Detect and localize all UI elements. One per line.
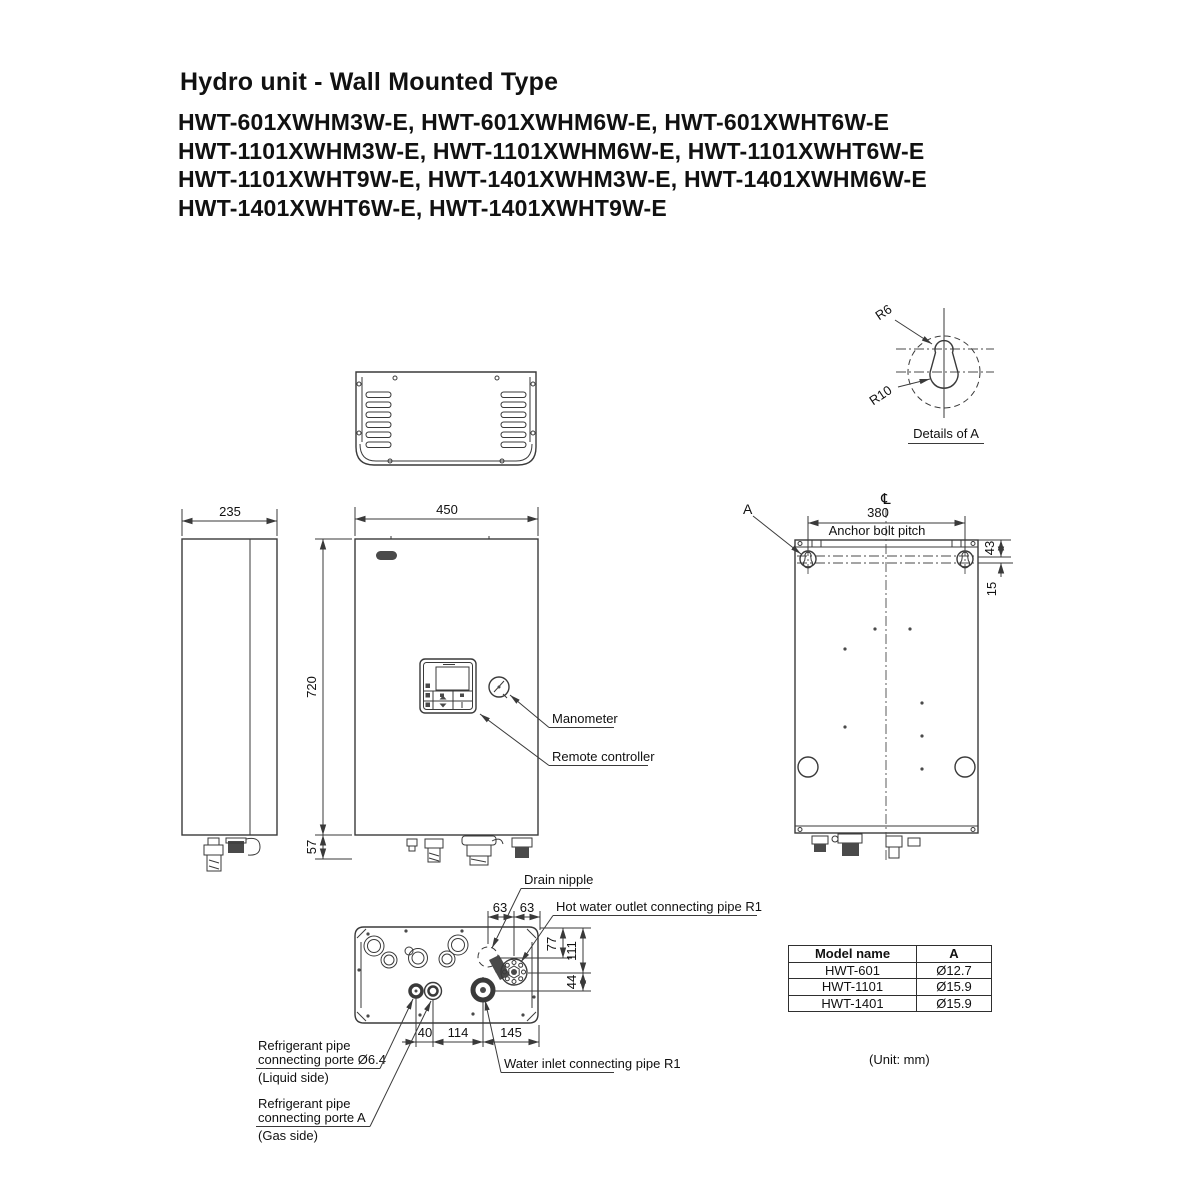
hot-water-outlet-label: Hot water outlet connecting pipe R1 [556,899,762,914]
svg-text:connecting porte A: connecting porte A [258,1110,366,1125]
back-view [795,508,978,861]
refrigerant-gas-port [425,983,442,1000]
table-row: HWT-1401 Ø15.9 [789,995,992,1012]
svg-text:connecting porte Ø6.4: connecting porte Ø6.4 [258,1052,386,1067]
front-callouts [480,695,655,766]
model-line-3: HWT-1101XWHT9W-E, HWT-1401XWHM3W-E, HWT-1401XWHM6W-E [178,166,927,192]
vent-louvres-left [366,392,391,448]
unit-note: (Unit: mm) [869,1052,930,1067]
detail-a-view [866,301,994,443]
page-title: Hydro unit - Wall Mounted Type [180,68,559,96]
dim-front-width [355,502,538,536]
dim-77: 77 [544,936,559,952]
anchor-bolt-pitch-label: Anchor bolt pitch [828,523,926,538]
dim-720: 720 [304,676,319,698]
dim-front-height [304,539,352,859]
drain-nipple-port [478,947,510,980]
manometer-gauge [489,677,509,698]
dim-44: 44 [564,974,579,990]
dim-380: 380 [867,505,889,520]
radius-r6-label: R6 [872,301,895,324]
svg-text:Refrigerant pipe: Refrigerant pipe [258,1038,351,1053]
side-view [182,539,277,871]
svg-text:(Gas side): (Gas side) [258,1128,318,1143]
dim-63-right: 63 [519,900,535,915]
dim-43: 43 [982,540,997,556]
top-view [356,372,536,465]
front-view [355,536,538,865]
toshiba-logo [376,551,397,560]
dim-40: 40 [417,1025,433,1040]
side-view-pipes [204,838,260,871]
dim-anchor-offsets [978,540,1013,596]
model-diameter-table [788,945,992,1012]
table-row: HWT-1101 Ø15.9 [789,979,992,996]
col-model-name: Model name [789,946,917,963]
dim-111: 111 [564,941,579,961]
drain-nipple-label: Drain nipple [524,872,594,887]
dim-63-left: 63 [492,900,508,915]
table-row: HWT-601 Ø12.7 [789,962,992,979]
dim-235: 235 [219,504,241,519]
remote-controller-label: Remote controller [552,749,655,764]
top-view-screws [357,376,535,463]
model-line-2: HWT-1101XWHM3W-E, HWT-1101XWHM6W-E, HWT-1101XWHT6W-E [178,137,925,164]
remote-controller [420,659,476,713]
refrigerant-liquid-label [256,999,413,1085]
refrigerant-liquid-port [410,985,422,997]
back-view-holes [798,627,975,777]
bottom-callouts [256,872,762,1143]
dim-anchor-pitch [743,490,965,554]
centerline-symbol: ℄ [881,490,891,508]
col-a: A [917,946,992,963]
front-view-pipes [407,836,532,865]
knockout-holes [364,935,468,968]
model-line-4: HWT-1401XWHT6W-E, HWT-1401XWHT9W-E [178,194,667,221]
svg-text:Refrigerant pipe: Refrigerant pipe [258,1096,351,1111]
detail-a-caption: Details of A [913,426,979,441]
water-inlet-label: Water inlet connecting pipe R1 [504,1056,681,1071]
bottom-view [355,927,538,1023]
dim-450: 450 [436,502,458,517]
vent-louvres-right [501,392,526,448]
svg-text:(Liquid side): (Liquid side) [258,1070,329,1085]
dim-side-width [182,504,277,536]
table-header-row [789,946,992,963]
radius-r10-label: R10 [866,382,895,409]
back-view-pipes [812,834,920,858]
a-marker: A [743,501,753,517]
water-inlet-port [473,977,493,1003]
dim-114: 114 [447,1025,469,1040]
model-line-1: HWT-601XWHM3W-E, HWT-601XWHM6W-E, HWT-601XWHT6W-E [178,109,890,135]
manometer-label: Manometer [552,711,618,726]
dim-57: 57 [304,839,319,855]
dim-15: 15 [984,581,999,597]
dim-145: 145 [500,1025,522,1040]
